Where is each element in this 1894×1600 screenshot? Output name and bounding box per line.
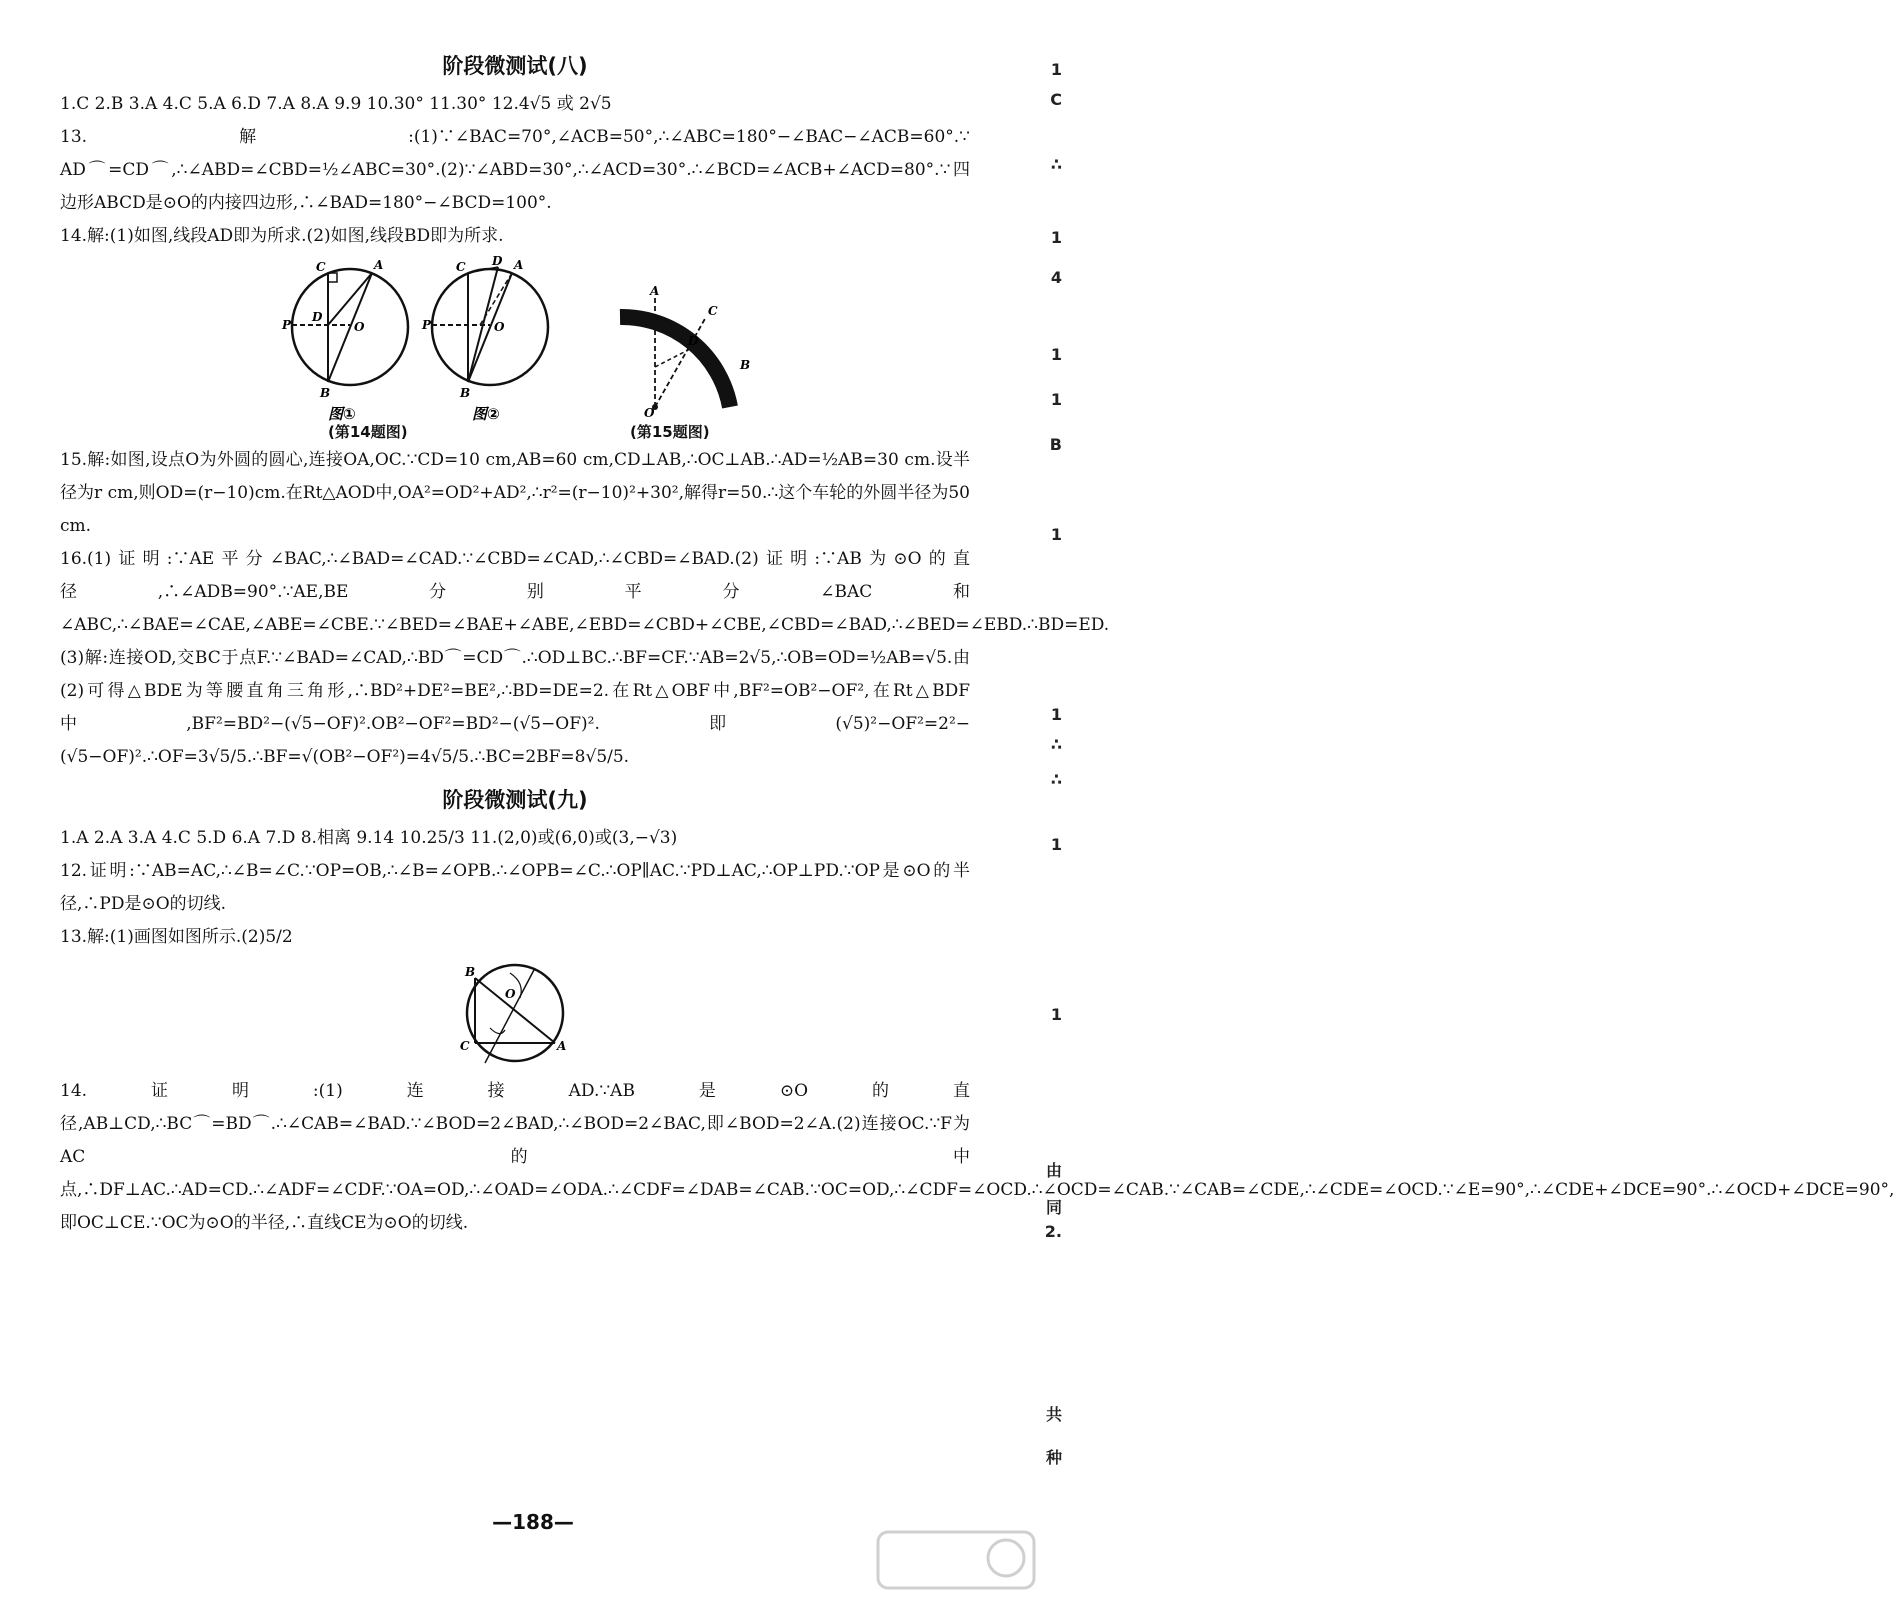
- svg-text:D: D: [688, 334, 699, 348]
- caption-14: (第14题图): [328, 423, 408, 441]
- edge-char: ∴: [1050, 155, 1062, 174]
- svg-text:O: O: [354, 320, 365, 334]
- edge-char: 1: [1050, 1005, 1062, 1024]
- svg-text:A: A: [514, 258, 524, 272]
- solution-15-s8: 15.解:如图,设点O为外圆的圆心,连接OA,OC.∵CD=10 cm,AB=60 cm,CD⊥AB,∴OC⊥AB.∴AD=½AB=30 cm.设半径为r cm,则OD=(r−10)cm.在Rt△AOD中,OA²=OD²+AD²,∴r²=(r−10)²+30²,解得r=50.∴这个车轮的外圆半径为50 cm.: [60, 450, 970, 536]
- svg-text:B: B: [740, 358, 751, 372]
- svg-text:B: B: [320, 386, 331, 400]
- solution-13-s9: 13.解:(1)画图如图所示.(2)5/2: [60, 927, 293, 947]
- right-edge-fragment: [1042, 0, 1066, 1600]
- solution-14-s9: 14.证明:(1)连接AD.∵AB是⊙O的直径,AB⊥CD,∴BC⌒=BD⌒.∴∠CAB=∠BAD.∵∠BOD=2∠BAD,∴∠BOD=2∠BAC,即∠BOD=2∠A.(2)连接OC.∵F为AC的中点,∴DF⊥AC.∴AD=CD.∴∠ADF=∠CDF.∵OA=OD,∴∠OAD=∠ODA.∴∠CDF=∠DAB=∠CAB.∵OC=OD,∴∠CDF=∠OCD.∴∠OCD=∠CAB.∵∠CAB=∠CDE,∴∠CDE=∠OCD.∵∠E=90°,∴∠CDE+∠DCE=90°.∴∠OCD+∠DCE=90°,即OC⊥CE.∵OC为⊙O的半径,∴直线CE为⊙O的切线.: [60, 1081, 1894, 1233]
- answers-9: 1.A 2.A 3.A 4.C 5.D 6.A 7.D 8.相离 9.14 10.25/3 11.(2,0)或(6,0)或(3,−√3): [60, 828, 678, 848]
- figures-14-15: [60, 254, 970, 442]
- solution-14-s8: 14.解:(1)如图,线段AD即为所求.(2)如图,线段BD即为所求.: [60, 226, 504, 246]
- section-title-9: 阶段微测试(九): [442, 788, 588, 812]
- svg-text:C: C: [316, 260, 326, 274]
- figure-14-2: [420, 254, 560, 442]
- svg-text:D: D: [312, 310, 323, 324]
- edge-char: 同: [1045, 1198, 1062, 1217]
- edge-char: 1: [1050, 705, 1062, 724]
- section-title-8: 阶段微测试(八): [442, 54, 588, 78]
- svg-text:O: O: [505, 987, 516, 1001]
- edge-char: ∴: [1050, 735, 1062, 754]
- svg-text:O: O: [644, 406, 655, 420]
- svg-text:A: A: [557, 1039, 567, 1053]
- svg-text:D: D: [492, 254, 503, 268]
- edge-char: 4: [1050, 268, 1062, 287]
- edge-char: 1: [1050, 60, 1062, 79]
- figure-13-drawing: [455, 958, 575, 1068]
- svg-text:C: C: [460, 1039, 470, 1053]
- caption-15: (第15题图): [630, 423, 710, 441]
- figure-15: [610, 257, 800, 422]
- edge-char: 1: [1050, 835, 1062, 854]
- fig1-label: 图①: [328, 405, 356, 423]
- page-number: —188—: [492, 1510, 574, 1534]
- edge-char: 1: [1050, 345, 1062, 364]
- solution-16-s8: 16.(1)证明:∵AE平分∠BAC,∴∠BAD=∠CAD.∵∠CBD=∠CAD,∴∠CBD=∠BAD.(2)证明:∵AB为⊙O的直径,∴∠ADB=90°.∵AE,BE分别平分∠BAC和∠ABC,∴∠BAE=∠CAE,∠ABE=∠CBE.∵∠BED=∠BAE+∠ABE,∠EBD=∠CBD+∠CBE,∠CBD=∠BAD,∴∠BED=∠EBD.∴BD=ED.(3)解:连接OD,交BC于点F.∵∠BAD=∠CAD,∴BD⌒=CD⌒.∴OD⊥BC.∴BF=CF.∵AB=2√5,∴OB=OD=½AB=√5.由(2)可得△BDE为等腰直角三角形,∴BD²+DE²=BE²,∴BD=DE=2.在Rt△OBF中,BF²=OB²−OF²,在Rt△BDF中,BF²=BD²−(√5−OF)².OB²−OF²=BD²−(√5−OF)².即(√5)²−OF²=2²−(√5−OF)².∴OF=3√5/5.∴BF=√(OB²−OF²)=4√5/5.∴BC=2BF=8√5/5.: [60, 549, 1110, 767]
- svg-text:C: C: [708, 304, 718, 318]
- svg-text:A: A: [650, 284, 660, 298]
- answer-page: [60, 40, 1894, 1240]
- edge-char: ∴: [1050, 770, 1062, 789]
- solution-13-s8: 13.解:(1)∵∠BAC=70°,∠ACB=50°,∴∠ABC=180°−∠BAC−∠ACB=60°.∵ AD⌒=CD⌒,∴∠ABD=∠CBD=½∠ABC=30°.(2)∵∠ABD=30°,∴∠ACD=30°.∴∠BCD=∠ACB+∠ACD=80°.∵四边形ABCD是⊙O的内接四边形,∴∠BAD=180°−∠BCD=100°.: [60, 127, 970, 213]
- answers-8: 1.C 2.B 3.A 4.C 5.A 6.D 7.A 8.A 9.9 10.30° 11.30° 12.4√5 或 2√5: [60, 94, 612, 114]
- svg-text:A: A: [374, 258, 384, 272]
- fig2-label: 图②: [472, 405, 500, 423]
- edge-char: 种: [1045, 1448, 1062, 1467]
- svg-text:B: B: [465, 965, 476, 979]
- edge-char: 共: [1045, 1405, 1062, 1424]
- svg-text:B: B: [460, 386, 471, 400]
- watermark-logo: [876, 1530, 1036, 1590]
- svg-text:P: P: [282, 318, 292, 332]
- svg-text:P: P: [422, 318, 432, 332]
- figure-14-1: [280, 257, 420, 442]
- edge-char: 2.: [1044, 1222, 1062, 1241]
- solution-12-s9: 12.证明:∵AB=AC,∴∠B=∠C.∵OP=OB,∴∠B=∠OPB.∴∠OPB=∠C.∴OP∥AC.∵PD⊥AC,∴OP⊥PD.∵OP是⊙O的半径,∴PD是⊙O的切线.: [60, 861, 970, 914]
- edge-char: 1: [1050, 525, 1062, 544]
- edge-char: C: [1050, 90, 1062, 109]
- figure-13-s9: [60, 958, 970, 1073]
- edge-char: 由: [1045, 1161, 1062, 1180]
- svg-text:O: O: [494, 320, 505, 334]
- edge-char: B: [1049, 435, 1062, 454]
- edge-char: 1: [1050, 228, 1062, 247]
- svg-text:C: C: [456, 260, 466, 274]
- edge-char: 1: [1050, 390, 1062, 409]
